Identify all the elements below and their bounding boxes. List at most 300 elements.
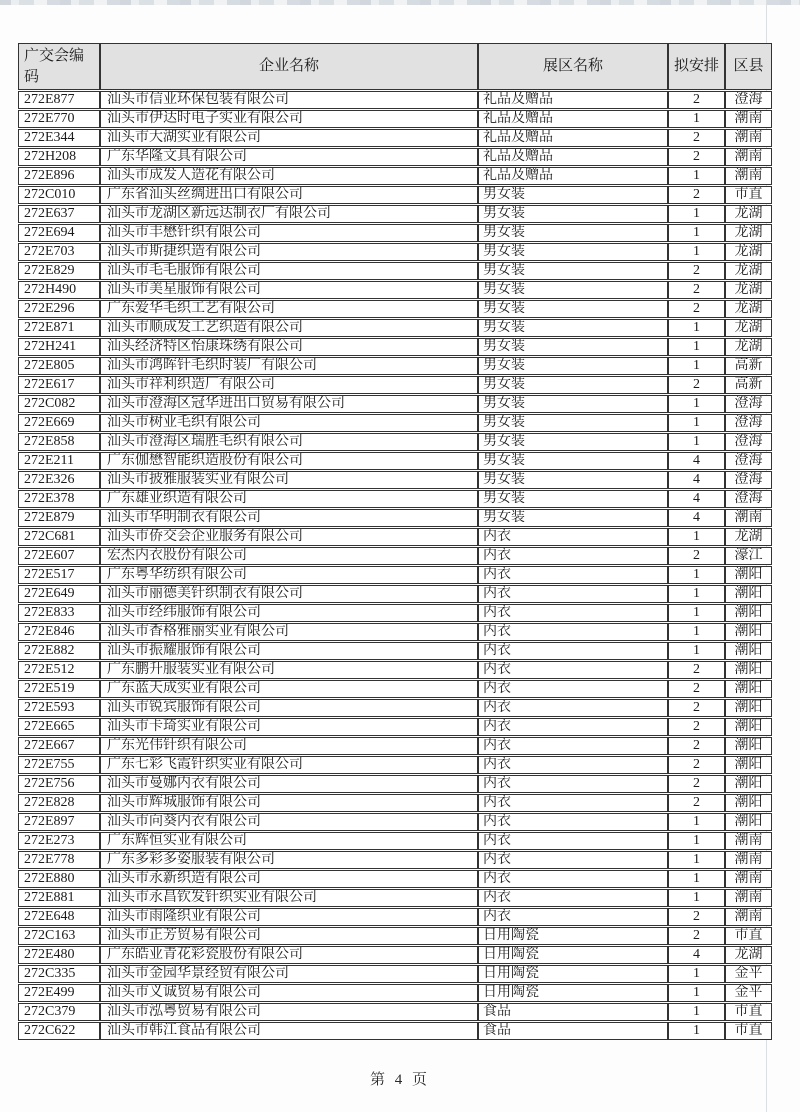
cell-planned: 2: [668, 699, 725, 717]
cell-zone: 内衣: [478, 813, 668, 831]
cell-planned: 4: [668, 471, 725, 489]
cell-zone: 内衣: [478, 661, 668, 679]
cell-planned: 1: [668, 338, 725, 356]
cell-code: 272E805: [18, 357, 100, 375]
column-header-planned: 拟安排: [668, 43, 725, 90]
cell-company: 汕头市向葵内衣有限公司: [100, 813, 478, 831]
cell-company: 汕头市侨交会企业服务有限公司: [100, 528, 478, 546]
cell-district: 濠江: [725, 547, 772, 565]
table-row: [18, 604, 772, 622]
cell-planned: 1: [668, 319, 725, 337]
cell-company: 广东多彩多姿服装有限公司: [100, 851, 478, 869]
cell-code: 272E897: [18, 813, 100, 831]
cell-code: 272E778: [18, 851, 100, 869]
cell-planned: 1: [668, 984, 725, 1002]
cell-district: 澄海: [725, 452, 772, 470]
table-row: [18, 756, 772, 774]
cell-district: 龙湖: [725, 528, 772, 546]
cell-code: 272C681: [18, 528, 100, 546]
cell-code: 272E858: [18, 433, 100, 451]
table-row: [18, 281, 772, 299]
cell-district: 金平: [725, 965, 772, 983]
cell-company: 汕头市顺成发工艺织造有限公司: [100, 319, 478, 337]
cell-planned: 2: [668, 376, 725, 394]
cell-company: 汕头市大湖实业有限公司: [100, 129, 478, 147]
cell-district: 龙湖: [725, 319, 772, 337]
cell-district: 龙湖: [725, 338, 772, 356]
cell-company: 广东粤华纺织有限公司: [100, 566, 478, 584]
table-row: [18, 528, 772, 546]
cell-company: 汕头市锐宾服饰有限公司: [100, 699, 478, 717]
cell-zone: 内衣: [478, 604, 668, 622]
table-row: [18, 623, 772, 641]
cell-company: 广东鹏升服装实业有限公司: [100, 661, 478, 679]
cell-code: 272H208: [18, 148, 100, 166]
cell-code: 272E512: [18, 661, 100, 679]
cell-company: 汕头市经纬服饰有限公司: [100, 604, 478, 622]
table-row: [18, 148, 772, 166]
cell-planned: 1: [668, 642, 725, 660]
cell-planned: 1: [668, 1003, 725, 1021]
cell-district: 高新: [725, 357, 772, 375]
cell-zone: 内衣: [478, 547, 668, 565]
cell-district: 潮南: [725, 148, 772, 166]
cell-code: 272E517: [18, 566, 100, 584]
cell-zone: 男女装: [478, 376, 668, 394]
cell-zone: 礼品及赠品: [478, 110, 668, 128]
cell-company: 汕头市成发人造花有限公司: [100, 167, 478, 185]
cell-code: 272E881: [18, 889, 100, 907]
cell-zone: 内衣: [478, 699, 668, 717]
table-body: [18, 91, 772, 1040]
cell-district: 潮阳: [725, 566, 772, 584]
cell-planned: 1: [668, 851, 725, 869]
cell-code: 272E344: [18, 129, 100, 147]
cell-code: 272E211: [18, 452, 100, 470]
cell-planned: 1: [668, 585, 725, 603]
cell-code: 272E637: [18, 205, 100, 223]
cell-planned: 2: [668, 661, 725, 679]
cell-code: 272E871: [18, 319, 100, 337]
table-row: [18, 490, 772, 508]
cell-zone: 男女装: [478, 300, 668, 318]
cell-zone: 内衣: [478, 870, 668, 888]
cell-district: 潮阳: [725, 775, 772, 793]
cell-company: 广东省汕头丝绸进出口有限公司: [100, 186, 478, 204]
cell-planned: 1: [668, 243, 725, 261]
cell-planned: 2: [668, 91, 725, 109]
cell-code: 272E877: [18, 91, 100, 109]
cell-zone: 日用陶瓷: [478, 946, 668, 964]
cell-district: 潮南: [725, 129, 772, 147]
cell-planned: 1: [668, 167, 725, 185]
cell-planned: 2: [668, 718, 725, 736]
cell-company: 汕头市鸿晖针毛织时装厂有限公司: [100, 357, 478, 375]
cell-company: 汕头市澄海区冠华进出口贸易有限公司: [100, 395, 478, 413]
table-row: [18, 927, 772, 945]
cell-zone: 礼品及赠品: [478, 148, 668, 166]
cell-district: 潮阳: [725, 718, 772, 736]
cell-district: 市直: [725, 1003, 772, 1021]
cell-company: 宏杰内衣股份有限公司: [100, 547, 478, 565]
cell-company: 广东华隆文具有限公司: [100, 148, 478, 166]
cell-code: 272E880: [18, 870, 100, 888]
cell-company: 汕头市卡琦实业有限公司: [100, 718, 478, 736]
cell-company: 汕头市振耀服饰有限公司: [100, 642, 478, 660]
page-number: 第 4 页: [369, 1072, 430, 1088]
cell-planned: 1: [668, 566, 725, 584]
cell-company: 汕头市祥利织造厂有限公司: [100, 376, 478, 394]
cell-zone: 男女装: [478, 433, 668, 451]
cell-company: 广东蓝天成实业有限公司: [100, 680, 478, 698]
cell-code: 272C335: [18, 965, 100, 983]
cell-planned: 1: [668, 1022, 725, 1040]
cell-code: 272E480: [18, 946, 100, 964]
cell-zone: 食品: [478, 1022, 668, 1040]
cell-company: 汕头经济特区怡康珠绣有限公司: [100, 338, 478, 356]
table-row: [18, 205, 772, 223]
cell-zone: 礼品及赠品: [478, 91, 668, 109]
table-row: [18, 1022, 772, 1040]
cell-code: 272E828: [18, 794, 100, 812]
cell-zone: 内衣: [478, 718, 668, 736]
cell-zone: 男女装: [478, 490, 668, 508]
cell-planned: 2: [668, 547, 725, 565]
cell-planned: 4: [668, 452, 725, 470]
cell-district: 潮阳: [725, 813, 772, 831]
table-row: [18, 319, 772, 337]
cell-company: 汕头市雨隆织业有限公司: [100, 908, 478, 926]
cell-company: 广东皓业青花彩瓷股份有限公司: [100, 946, 478, 964]
cell-district: 潮南: [725, 889, 772, 907]
cell-zone: 男女装: [478, 452, 668, 470]
table-header: [18, 43, 772, 90]
cell-company: 广东光伟针织有限公司: [100, 737, 478, 755]
cell-planned: 1: [668, 528, 725, 546]
cell-district: 潮南: [725, 832, 772, 850]
table-row: [18, 357, 772, 375]
table-row: [18, 661, 772, 679]
cell-zone: 内衣: [478, 908, 668, 926]
cell-district: 澄海: [725, 490, 772, 508]
cell-district: 潮阳: [725, 661, 772, 679]
cell-district: 潮南: [725, 851, 772, 869]
cell-code: 272H241: [18, 338, 100, 356]
table-row: [18, 680, 772, 698]
cell-company: 汕头市正芳贸易有限公司: [100, 927, 478, 945]
cell-code: 272E694: [18, 224, 100, 242]
table-row: [18, 1003, 772, 1021]
cell-company: 汕头市华明制衣有限公司: [100, 509, 478, 527]
cell-planned: 2: [668, 262, 725, 280]
table-row: [18, 300, 772, 318]
table-row: [18, 471, 772, 489]
cell-planned: 4: [668, 946, 725, 964]
cell-planned: 1: [668, 623, 725, 641]
cell-code: 272E617: [18, 376, 100, 394]
cell-zone: 内衣: [478, 832, 668, 850]
cell-code: 272C163: [18, 927, 100, 945]
table-row: [18, 224, 772, 242]
cell-planned: 1: [668, 889, 725, 907]
table-row: [18, 338, 772, 356]
cell-zone: 男女装: [478, 281, 668, 299]
cell-zone: 内衣: [478, 623, 668, 641]
cell-district: 龙湖: [725, 300, 772, 318]
cell-code: 272E703: [18, 243, 100, 261]
cell-code: 272E896: [18, 167, 100, 185]
table-row: [18, 965, 772, 983]
cell-district: 市直: [725, 1022, 772, 1040]
cell-code: 272E519: [18, 680, 100, 698]
cell-zone: 男女装: [478, 509, 668, 527]
cell-district: 澄海: [725, 433, 772, 451]
cell-code: 272E326: [18, 471, 100, 489]
cell-code: 272E296: [18, 300, 100, 318]
table-row: [18, 433, 772, 451]
cell-district: 潮阳: [725, 737, 772, 755]
cell-planned: 1: [668, 357, 725, 375]
column-header-zone: 展区名称: [478, 43, 668, 90]
table-row: [18, 946, 772, 964]
cell-planned: 2: [668, 927, 725, 945]
cell-company: 汕头市泓粤贸易有限公司: [100, 1003, 478, 1021]
table-row: [18, 737, 772, 755]
cell-district: 潮阳: [725, 585, 772, 603]
cell-company: 广东辉恒实业有限公司: [100, 832, 478, 850]
table-row: [18, 167, 772, 185]
table-row: [18, 775, 772, 793]
cell-planned: 1: [668, 205, 725, 223]
table-row: [18, 699, 772, 717]
cell-company: 广东伽懋智能织造股份有限公司: [100, 452, 478, 470]
cell-planned: 1: [668, 433, 725, 451]
cell-company: 汕头市丰懋针织有限公司: [100, 224, 478, 242]
cell-zone: 日用陶瓷: [478, 927, 668, 945]
cell-code: 272E755: [18, 756, 100, 774]
cell-district: 龙湖: [725, 224, 772, 242]
cell-company: 汕头市曼娜内衣有限公司: [100, 775, 478, 793]
cell-district: 潮南: [725, 167, 772, 185]
table-row: [18, 718, 772, 736]
cell-planned: 2: [668, 148, 725, 166]
cell-company: 汕头市永昌钦发针织实业有限公司: [100, 889, 478, 907]
table-row: [18, 566, 772, 584]
cell-planned: 1: [668, 414, 725, 432]
cell-company: 汕头市斯捷织造有限公司: [100, 243, 478, 261]
table-row: [18, 376, 772, 394]
cell-planned: 2: [668, 680, 725, 698]
cell-code: 272E756: [18, 775, 100, 793]
table-row: [18, 908, 772, 926]
cell-code: 272C379: [18, 1003, 100, 1021]
cell-company: 汕头市辉城服饰有限公司: [100, 794, 478, 812]
cell-code: 272E499: [18, 984, 100, 1002]
cell-code: 272E770: [18, 110, 100, 128]
cell-zone: 食品: [478, 1003, 668, 1021]
cell-zone: 日用陶瓷: [478, 984, 668, 1002]
cell-zone: 内衣: [478, 737, 668, 755]
cell-district: 潮阳: [725, 604, 772, 622]
table-row: [18, 832, 772, 850]
cell-district: 龙湖: [725, 205, 772, 223]
cell-code: 272E273: [18, 832, 100, 850]
cell-zone: 内衣: [478, 680, 668, 698]
cell-zone: 男女装: [478, 205, 668, 223]
cell-code: 272C622: [18, 1022, 100, 1040]
cell-district: 龙湖: [725, 262, 772, 280]
cell-zone: 内衣: [478, 756, 668, 774]
cell-planned: 1: [668, 870, 725, 888]
cell-planned: 2: [668, 129, 725, 147]
cell-zone: 内衣: [478, 585, 668, 603]
cell-company: 广东雄业织造有限公司: [100, 490, 478, 508]
table-row: [18, 813, 772, 831]
cell-zone: 礼品及赠品: [478, 129, 668, 147]
cell-zone: 内衣: [478, 775, 668, 793]
cell-company: 汕头市树业毛织有限公司: [100, 414, 478, 432]
cell-company: 汕头市伊达时电子实业有限公司: [100, 110, 478, 128]
table-row: [18, 585, 772, 603]
cell-code: 272E607: [18, 547, 100, 565]
cell-zone: 男女装: [478, 357, 668, 375]
cell-district: 潮南: [725, 110, 772, 128]
exhibitor-table: [18, 42, 772, 1041]
cell-planned: 1: [668, 813, 725, 831]
cell-code: 272E833: [18, 604, 100, 622]
cell-zone: 男女装: [478, 186, 668, 204]
cell-code: 272C010: [18, 186, 100, 204]
cell-planned: 1: [668, 604, 725, 622]
cell-district: 澄海: [725, 91, 772, 109]
table-row: [18, 110, 772, 128]
cell-company: 汕头市金园华景经贸有限公司: [100, 965, 478, 983]
cell-code: 272E667: [18, 737, 100, 755]
cell-district: 龙湖: [725, 243, 772, 261]
cell-code: 272E593: [18, 699, 100, 717]
cell-planned: 2: [668, 737, 725, 755]
table-row: [18, 395, 772, 413]
cell-company: 广东爱华毛织工艺有限公司: [100, 300, 478, 318]
cell-code: 272E649: [18, 585, 100, 603]
table-row: [18, 509, 772, 527]
cell-planned: 2: [668, 908, 725, 926]
cell-district: 澄海: [725, 414, 772, 432]
cell-planned: 1: [668, 395, 725, 413]
cell-district: 龙湖: [725, 946, 772, 964]
cell-district: 潮阳: [725, 623, 772, 641]
cell-zone: 男女装: [478, 338, 668, 356]
cell-district: 潮阳: [725, 756, 772, 774]
column-header-district: 区县: [725, 43, 772, 90]
cell-company: 汕头市美星服饰有限公司: [100, 281, 478, 299]
cell-zone: 男女装: [478, 319, 668, 337]
cell-district: 潮阳: [725, 642, 772, 660]
cell-planned: 2: [668, 281, 725, 299]
cell-code: 272H490: [18, 281, 100, 299]
cell-zone: 内衣: [478, 528, 668, 546]
cell-zone: 内衣: [478, 889, 668, 907]
cell-zone: 内衣: [478, 566, 668, 584]
header-row: [18, 43, 772, 90]
cell-planned: 2: [668, 300, 725, 318]
cell-company: 汕头市永新织造有限公司: [100, 870, 478, 888]
cell-zone: 男女装: [478, 395, 668, 413]
table-row: [18, 794, 772, 812]
cell-planned: 4: [668, 490, 725, 508]
cell-planned: 1: [668, 110, 725, 128]
cell-code: 272E846: [18, 623, 100, 641]
cell-code: 272C082: [18, 395, 100, 413]
table-row: [18, 186, 772, 204]
cell-zone: 内衣: [478, 851, 668, 869]
cell-zone: 日用陶瓷: [478, 965, 668, 983]
table-row: [18, 129, 772, 147]
cell-district: 澄海: [725, 395, 772, 413]
cell-zone: 内衣: [478, 794, 668, 812]
cell-district: 潮阳: [725, 794, 772, 812]
cell-zone: 男女装: [478, 243, 668, 261]
cell-zone: 内衣: [478, 642, 668, 660]
cell-district: 潮南: [725, 870, 772, 888]
cell-company: 汕头市韩江食品有限公司: [100, 1022, 478, 1040]
table-row: [18, 452, 772, 470]
cell-company: 汕头市澄海区瑞胜毛织有限公司: [100, 433, 478, 451]
cell-planned: 1: [668, 832, 725, 850]
cell-code: 272E648: [18, 908, 100, 926]
column-header-code: 广交会编码: [18, 43, 100, 90]
cell-zone: 礼品及赠品: [478, 167, 668, 185]
cell-planned: 1: [668, 224, 725, 242]
cell-district: 潮南: [725, 908, 772, 926]
cell-district: 潮阳: [725, 699, 772, 717]
cell-zone: 男女装: [478, 414, 668, 432]
cell-planned: 1: [668, 965, 725, 983]
cell-company: 汕头市义诚贸易有限公司: [100, 984, 478, 1002]
cell-company: 广东七彩飞霞针织实业有限公司: [100, 756, 478, 774]
table-row: [18, 851, 772, 869]
cell-code: 272E829: [18, 262, 100, 280]
table-row: [18, 547, 772, 565]
cell-district: 潮阳: [725, 680, 772, 698]
cell-company: 汕头市披雅服装实业有限公司: [100, 471, 478, 489]
table-row: [18, 984, 772, 1002]
cell-code: 272E669: [18, 414, 100, 432]
table-row: [18, 642, 772, 660]
cell-code: 272E879: [18, 509, 100, 527]
cell-planned: 2: [668, 794, 725, 812]
cell-code: 272E378: [18, 490, 100, 508]
table-row: [18, 870, 772, 888]
cell-code: 272E665: [18, 718, 100, 736]
cell-zone: 男女装: [478, 224, 668, 242]
cell-zone: 男女装: [478, 262, 668, 280]
cell-company: 汕头市毛毛服饰有限公司: [100, 262, 478, 280]
cell-company: 汕头市信业环保包装有限公司: [100, 91, 478, 109]
table-row: [18, 91, 772, 109]
cell-code: 272E882: [18, 642, 100, 660]
cell-district: 市直: [725, 927, 772, 945]
cell-district: 金平: [725, 984, 772, 1002]
cell-district: 高新: [725, 376, 772, 394]
table-row: [18, 262, 772, 280]
cell-district: 潮南: [725, 509, 772, 527]
cell-planned: 2: [668, 756, 725, 774]
cell-zone: 男女装: [478, 471, 668, 489]
cell-planned: 2: [668, 775, 725, 793]
cell-district: 澄海: [725, 471, 772, 489]
cell-district: 龙湖: [725, 281, 772, 299]
